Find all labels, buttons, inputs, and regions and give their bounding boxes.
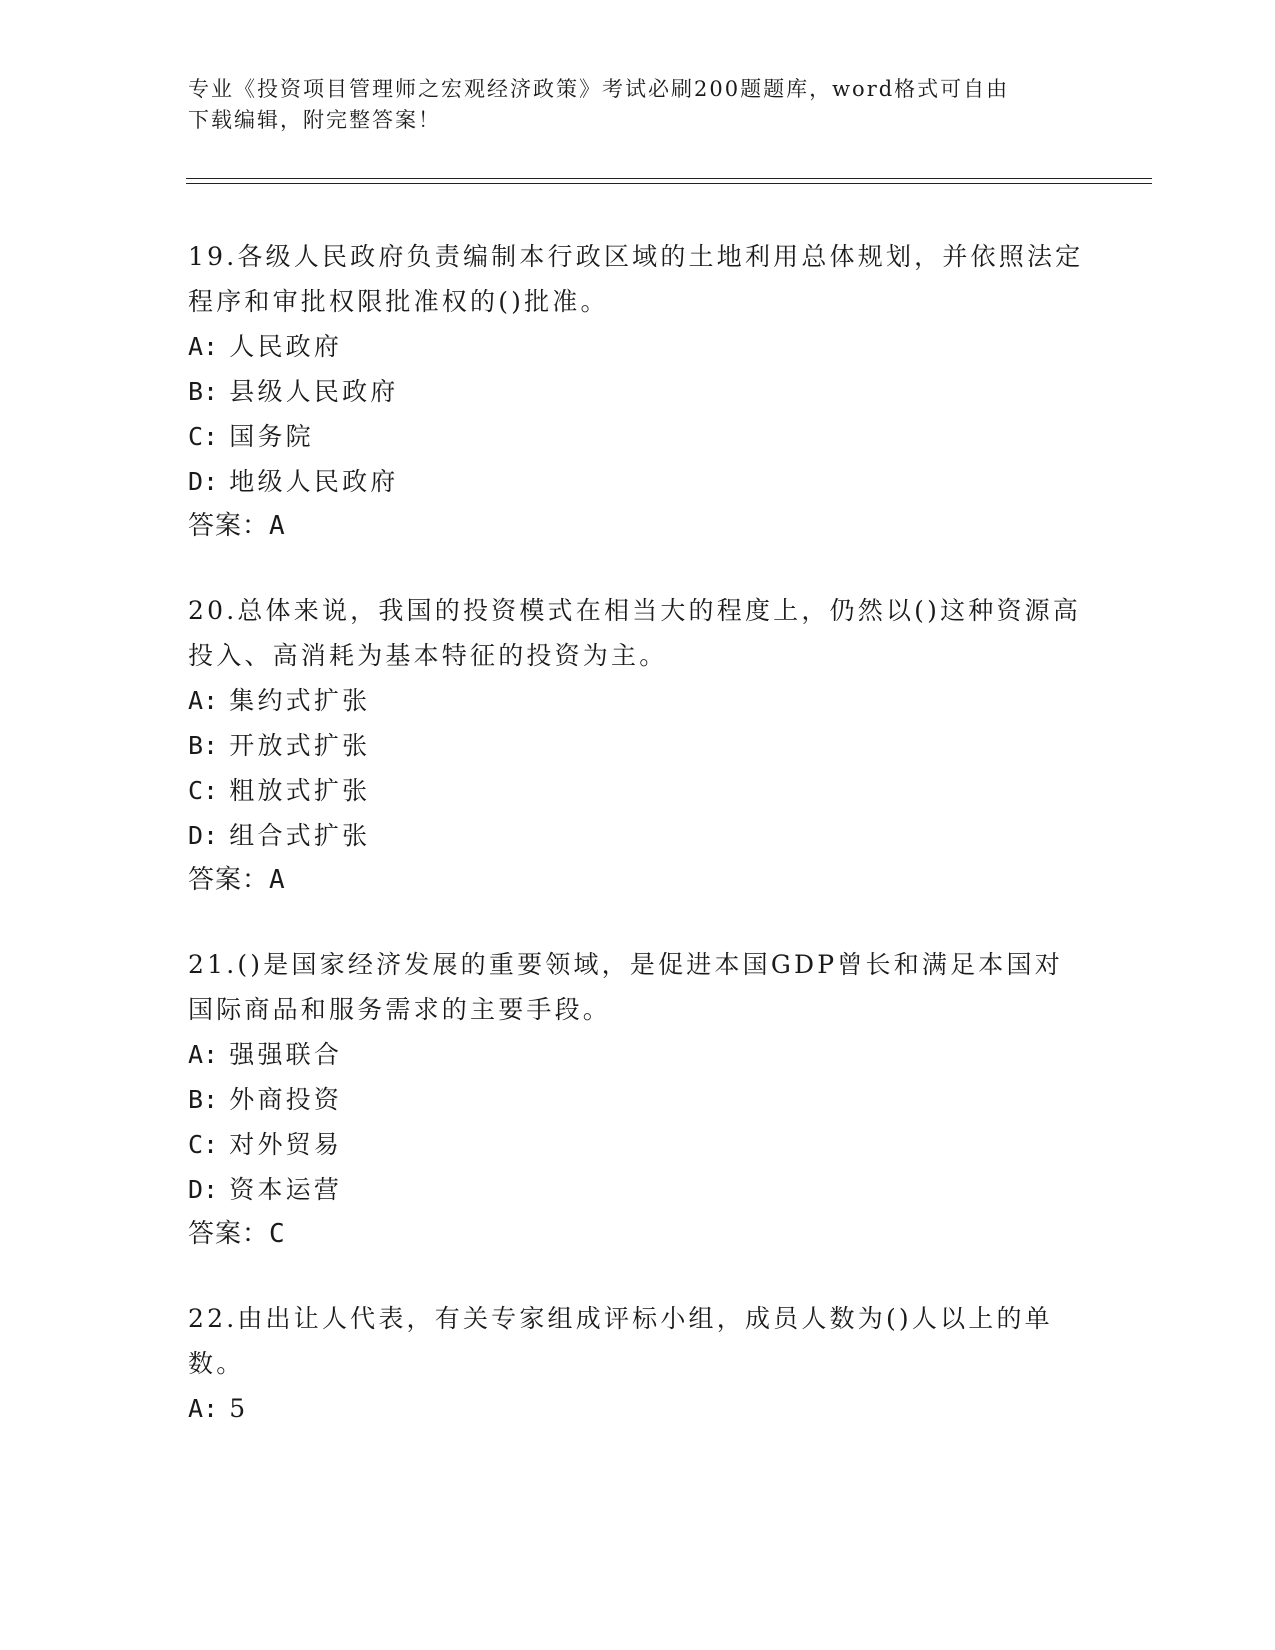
option-text: 资本运营 [229, 1175, 343, 1204]
option-c [188, 768, 1088, 813]
option-text: 人民政府 [229, 332, 343, 361]
option-letter: B: [188, 377, 219, 406]
header-line-1: 专业《投资项目管理师之宏观经济政策》考试必刷200题题库，word格式可自由 [188, 77, 1010, 101]
option-text: 外商投资 [229, 1085, 343, 1114]
question-list [188, 234, 1088, 1470]
answer-label: 答案： [188, 1219, 270, 1249]
question-20 [188, 588, 1088, 903]
option-text: 国务院 [229, 422, 314, 451]
option-d [188, 813, 1088, 858]
header-divider-top [186, 178, 1152, 179]
option-c [188, 414, 1088, 459]
document-header [188, 74, 1068, 136]
question-stem: 19.各级人民政府负责编制本行政区域的土地利用总体规划，并依照法定程序和审批权限批准权的()批准。 [188, 242, 1084, 316]
option-letter: D: [188, 467, 219, 496]
option-letter: A: [188, 1394, 219, 1423]
option-text: 组合式扩张 [229, 821, 371, 850]
answer-label: 答案： [188, 511, 270, 541]
option-text: 对外贸易 [229, 1130, 343, 1159]
question-stem: 22.由出让人代表，有关专家组成评标小组，成员人数为()人以上的单数。 [188, 1304, 1053, 1378]
option-letter: C: [188, 422, 219, 451]
answer-line [188, 504, 1088, 549]
option-b [188, 1077, 1088, 1122]
option-a [188, 1032, 1088, 1077]
question-21 [188, 942, 1088, 1257]
option-text: 强强联合 [229, 1040, 343, 1069]
option-letter: A: [188, 686, 219, 715]
option-letter: C: [188, 1130, 219, 1159]
option-letter: B: [188, 1085, 219, 1114]
option-letter: A: [188, 332, 219, 361]
option-text: 县级人民政府 [229, 377, 399, 406]
header-divider-bottom [186, 183, 1152, 184]
option-text: 地级人民政府 [229, 467, 399, 496]
answer-label: 答案： [188, 865, 270, 895]
answer-line [188, 858, 1088, 903]
option-letter: A: [188, 1040, 219, 1069]
option-b [188, 369, 1088, 414]
question-22 [188, 1296, 1088, 1431]
header-line-2: 下载编辑，附完整答案！ [188, 108, 441, 132]
option-a [188, 678, 1088, 723]
option-d [188, 1167, 1088, 1212]
answer-value: C [269, 1219, 286, 1249]
question-19 [188, 234, 1088, 549]
option-d [188, 459, 1088, 504]
option-text: 粗放式扩张 [229, 776, 371, 805]
option-text: 5 [229, 1394, 249, 1423]
option-letter: C: [188, 776, 219, 805]
answer-line [188, 1212, 1088, 1257]
answer-value: A [269, 865, 286, 895]
option-b [188, 723, 1088, 768]
question-stem: 20.总体来说，我国的投资模式在相当大的程度上，仍然以()这种资源高投入、高消耗为基本特征的投资为主。 [188, 596, 1082, 670]
option-letter: D: [188, 1175, 219, 1204]
answer-value: A [269, 511, 286, 541]
option-a [188, 324, 1088, 369]
option-text: 集约式扩张 [229, 686, 371, 715]
option-text: 开放式扩张 [229, 731, 371, 760]
option-c [188, 1122, 1088, 1167]
option-letter: B: [188, 731, 219, 760]
option-letter: D: [188, 821, 219, 850]
question-stem: 21.()是国家经济发展的重要领域，是促进本国GDP曾长和满足本国对国际商品和服务需求的主要手段。 [188, 950, 1063, 1024]
option-a [188, 1386, 1088, 1431]
